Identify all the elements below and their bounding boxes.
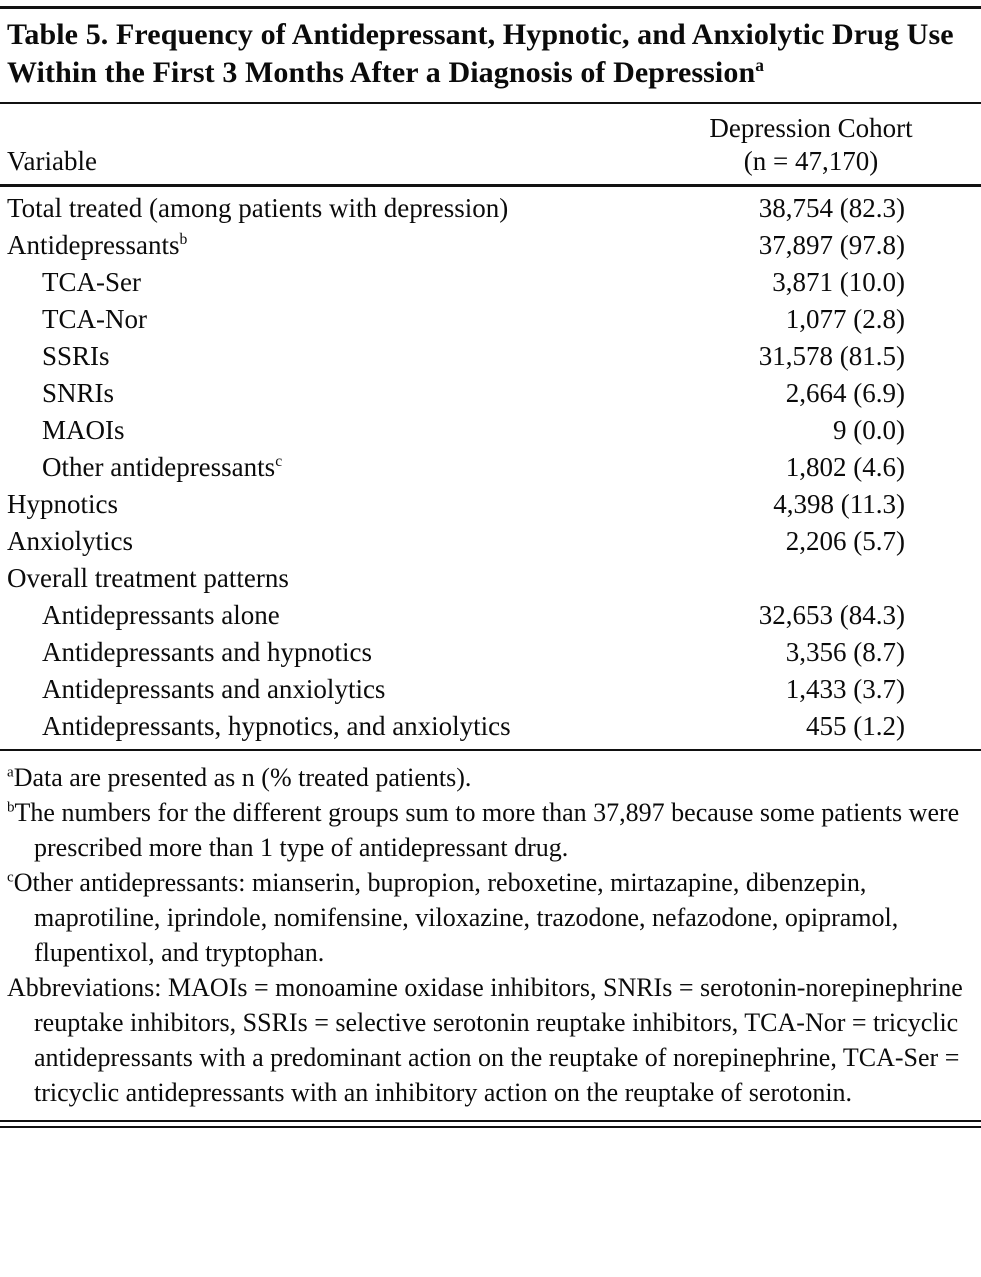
table-row (0, 560, 981, 597)
column-header-variable: Variable (7, 146, 97, 176)
table-row (0, 449, 981, 486)
row-value: 2,664 (6.9) (785, 378, 905, 408)
row-label: MAOIs (42, 415, 125, 445)
footnote: $^b$The numbers for the different groups sum to more than 37,897 because some patients were prescribed more than 1 type of antidepressant drug. (7, 798, 960, 862)
table-row (0, 634, 981, 671)
row-label: TCA-Ser (42, 267, 141, 297)
row-label: Other antidepressants$^c$ (42, 452, 283, 482)
row-value: 4,398 (11.3) (773, 489, 905, 519)
row-value: 38,754 (82.3) (758, 193, 905, 223)
bottom-double-rule (0, 1120, 981, 1128)
footnote: $^c$Other antidepressants: mianserin, bupropion, reboxetine, mirtazapine, dibenzepin, maprotiline, iprindole, nomifensine, viloxazine, trazodone, nefazodone, opipramol, flupentixol, and tryptophan. (7, 868, 899, 967)
row-label: Antidepressants, hypnotics, and anxiolytics (42, 711, 511, 741)
table-row (0, 301, 981, 338)
row-label: Overall treatment patterns (7, 563, 289, 593)
row-label: Anxiolytics (7, 526, 133, 556)
table-row (0, 227, 981, 264)
table-row (0, 412, 981, 449)
column-header-cohort-line2: (n = 47,170) (743, 146, 879, 176)
footnote-superscript: a (7, 764, 14, 781)
table-row (0, 671, 981, 708)
row-value: 32,653 (84.3) (758, 600, 905, 630)
table-row (0, 190, 981, 227)
table-row (0, 338, 981, 375)
row-label-superscript: c (275, 453, 283, 470)
table-row (0, 375, 981, 412)
row-label: Antidepressants alone (42, 600, 280, 630)
footnotes-section (0, 751, 981, 1112)
row-value: 2,206 (5.7) (785, 526, 905, 556)
row-value: 3,871 (10.0) (772, 267, 905, 297)
row-value: 37,897 (97.8) (758, 230, 905, 260)
column-header-cohort-line1: Depression Cohort (709, 113, 913, 143)
table-header (0, 104, 981, 184)
table-row (0, 523, 981, 560)
table-title-text: Table 5. Frequency of Antidepressant, Hypnotic, and Anxiolytic Drug Use Within the First 3 Months After a Diagnosis of Depression (7, 18, 954, 89)
row-label: Antidepressants and anxiolytics (42, 674, 386, 704)
table-title (7, 16, 973, 92)
row-label: Antidepressants and hypnotics (42, 637, 372, 667)
row-label-superscript: b (179, 231, 188, 248)
table-row (0, 708, 981, 745)
table-row (0, 264, 981, 301)
top-rule (0, 6, 981, 9)
row-value: 1,433 (3.7) (785, 674, 905, 704)
table-row (0, 597, 981, 634)
column-header-cohort (659, 112, 981, 178)
table-title-superscript: a (755, 55, 765, 75)
row-value: 455 (1.2) (806, 711, 905, 741)
footnote: Abbreviations: MAOIs = monoamine oxidase inhibitors, SNRIs = serotonin-norepinephrine reuptake inhibitors, SSRIs = selective serotonin reuptake inhibitors, TCA-Nor = tricyclic antidepressants with a predominant action on the reuptake of norepinephrine, TCA-Ser = tricyclic antidepressants with an inhibitory action on the reuptake of serotonin. (7, 973, 963, 1107)
row-value: 31,578 (81.5) (758, 341, 905, 371)
footnote-superscript: b (7, 799, 15, 816)
row-label: Total treated (among patients with depression) (7, 193, 509, 223)
row-label: Antidepressants$^b$ (7, 230, 188, 260)
row-value: 1,802 (4.6) (785, 452, 905, 482)
table-body (0, 187, 981, 749)
row-label: SSRIs (42, 341, 110, 371)
row-value: 9 (0.0) (833, 415, 905, 445)
row-label: Hypnotics (7, 489, 118, 519)
footnote-superscript: c (7, 869, 14, 886)
row-value: 3,356 (8.7) (785, 637, 905, 667)
row-label: SNRIs (42, 378, 115, 408)
row-label: TCA-Nor (42, 304, 147, 334)
row-value: 1,077 (2.8) (785, 304, 905, 334)
table-row (0, 486, 981, 523)
footnote: $^a$Data are presented as n (% treated patients). (7, 763, 472, 792)
